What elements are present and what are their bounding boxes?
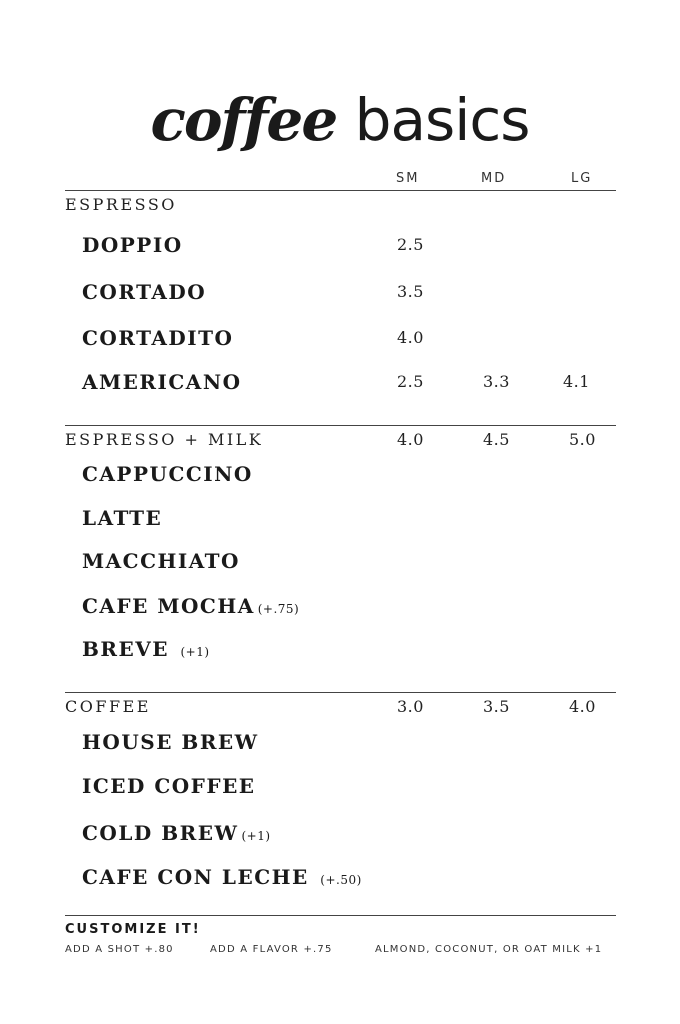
price-sm: 2.5 bbox=[397, 372, 424, 391]
price-md: 3.5 bbox=[483, 697, 510, 716]
menu-title bbox=[0, 80, 680, 160]
menu-item-americano: AMERICANO bbox=[82, 370, 242, 394]
item-name: CAFE CON LECHE bbox=[82, 865, 309, 889]
customize-option-flavor: ADD A FLAVOR +.75 bbox=[210, 944, 333, 955]
price-sm: 3.5 bbox=[397, 282, 424, 301]
price-sm: 4.0 bbox=[397, 328, 424, 347]
price-sm: 3.0 bbox=[397, 697, 424, 716]
divider bbox=[65, 915, 616, 916]
menu-item-cortadito: CORTADITO bbox=[82, 326, 234, 350]
section-label-espresso: ESPRESSO bbox=[65, 195, 177, 214]
price-lg: 4.0 bbox=[569, 697, 596, 716]
price-lg: 5.0 bbox=[569, 430, 596, 449]
price-sm: 4.0 bbox=[397, 430, 424, 449]
menu-item-latte: LATTE bbox=[82, 506, 163, 530]
menu-item-cappuccino: CAPPUCCINO bbox=[82, 462, 253, 486]
size-header-sm: SM bbox=[396, 171, 420, 186]
item-surcharge: (+.75) bbox=[257, 602, 300, 616]
menu-item-macchiato: MACCHIATO bbox=[82, 549, 240, 573]
menu-item-house-brew: HOUSE BREW bbox=[82, 730, 259, 754]
menu-item-iced-coffee: ICED COFFEE bbox=[82, 774, 256, 798]
title-word-basics: basics bbox=[354, 86, 530, 154]
divider bbox=[65, 425, 616, 426]
customize-option-shot: ADD A SHOT +.80 bbox=[65, 944, 174, 955]
item-name: CAFE MOCHA bbox=[82, 594, 255, 618]
menu-item-doppio: DOPPIO bbox=[82, 233, 183, 257]
item-surcharge: (+.50) bbox=[320, 873, 362, 887]
menu-item-cafe-mocha bbox=[82, 594, 299, 621]
customize-option-milk: ALMOND, COCONUT, OR OAT MILK +1 bbox=[375, 944, 603, 955]
price-sm: 2.5 bbox=[397, 235, 424, 254]
price-md: 4.5 bbox=[483, 430, 510, 449]
price-lg: 4.1 bbox=[563, 372, 590, 391]
menu-item-cafe-con-leche bbox=[82, 865, 362, 892]
menu-item-cortado: CORTADO bbox=[82, 280, 207, 304]
divider bbox=[65, 190, 616, 191]
section-label-coffee: COFFEE bbox=[65, 697, 151, 716]
item-name: COLD BREW bbox=[82, 821, 239, 845]
item-surcharge: (+1) bbox=[180, 645, 210, 659]
menu-item-cold-brew bbox=[82, 821, 271, 848]
price-md: 3.3 bbox=[483, 372, 510, 391]
size-header-md: MD bbox=[481, 171, 507, 186]
size-header-lg: LG bbox=[571, 171, 593, 186]
customize-title: CUSTOMIZE IT! bbox=[65, 922, 201, 937]
item-name: BREVE bbox=[82, 637, 170, 661]
divider bbox=[65, 692, 616, 693]
section-label-espresso-milk: ESPRESSO + MILK bbox=[65, 430, 264, 449]
title-word-coffee: coffee bbox=[150, 86, 337, 154]
menu-item-breve bbox=[82, 637, 210, 664]
item-surcharge: (+1) bbox=[241, 829, 271, 843]
